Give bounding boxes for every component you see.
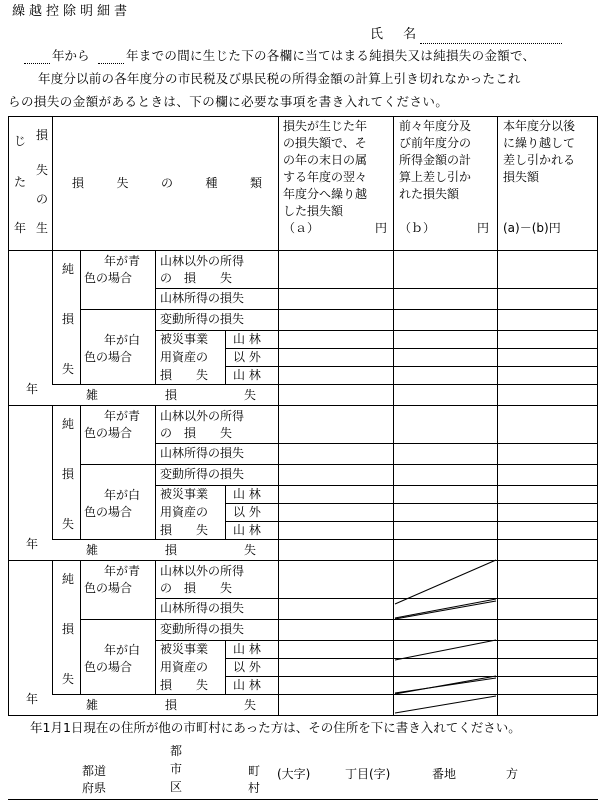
blue-case: 年が青 色の場合 [84, 564, 141, 595]
header-col-c: 本年度分以後 に繰り越して 差し引かれる 損失額 (a)－(b)円 [503, 119, 576, 235]
forest-income: 山林所得の損失 [160, 291, 245, 305]
disaster-sub-1: 山 林 [233, 332, 261, 346]
disaster-2: 用資産の [160, 660, 209, 674]
slash-mark [395, 640, 496, 660]
slash-mark [395, 601, 496, 619]
son-char: 損 [62, 622, 75, 636]
disaster-3: 損 失 [160, 368, 209, 382]
group-year: 年 [26, 537, 39, 551]
shitsu-char: 失 [62, 362, 75, 376]
intro-line1: 年までの間に生じた下の各欄に当てはまる純損失又は純損失の金額で、 [126, 48, 536, 63]
disaster-sub-1: 山 林 [233, 642, 261, 656]
non-forest-income-2: の 損 失 [160, 271, 233, 285]
son-char: 損 [62, 467, 75, 481]
town-label: 町 村 [248, 764, 261, 795]
shitsu-char: 失 [62, 672, 75, 686]
jun-char: 純 [62, 417, 75, 431]
variable-income: 変動所得の損失 [160, 312, 245, 326]
non-forest-income-2: の 損 失 [160, 426, 233, 440]
disaster-sub-2: 以 外 [233, 660, 261, 674]
header-kind: 損 失 の 種 類 [72, 176, 262, 190]
intro-line3: らの損失の金額があるときは、下の欄に必要な事項を書き入れてください。 [8, 94, 449, 109]
aza-label: (大字) [277, 767, 311, 781]
intro-from: 年から [52, 48, 90, 63]
disaster-sub-2: 以 外 [233, 350, 261, 364]
disaster-sub-2: 以 外 [233, 505, 261, 519]
slash-mark [395, 599, 496, 618]
blue-case: 年が青 色の場合 [84, 254, 141, 285]
disaster-1: 被災事業 [160, 642, 209, 656]
form-title: 繰越控除明細書 [12, 4, 132, 19]
intro-line2: 年度分以前の各年度分の市民税及び県民税の所得金額の計算上引き切れなかったこれ [38, 71, 521, 86]
son-char: 損 [62, 312, 75, 326]
misc-loss: 雑 損 失 [86, 388, 256, 402]
shitsu-char: 失 [62, 517, 75, 531]
disaster-sub-3: 山 林 [233, 678, 261, 692]
jun-char: 純 [62, 572, 75, 586]
blue-case: 年が青 色の場合 [84, 409, 141, 440]
disaster-2: 用資産の [160, 505, 209, 519]
disaster-3: 損 失 [160, 523, 209, 537]
disaster-sub-3: 山 林 [233, 368, 261, 382]
forest-income: 山林所得の損失 [160, 601, 245, 615]
header-col-b: 前々年度分及 び前年度分の 所得金額の計 算上差し引か れた損失額 （ｂ） 円 [399, 119, 489, 235]
variable-income: 変動所得の損失 [160, 622, 245, 636]
disaster-3: 損 失 [160, 678, 209, 692]
address-note: 年1月1日現在の住所が他の市町村にあった方は、その住所を下に書き入れてください。 [30, 720, 521, 735]
banchi-label: 番地 [432, 767, 457, 781]
disaster-sub-1: 山 林 [233, 487, 261, 501]
white-case: 年が白 色の場合 [84, 333, 141, 364]
slash-mark [395, 696, 496, 713]
chome-label: 丁目(字) [345, 767, 391, 781]
non-forest-income-1: 山林以外の所得 [160, 409, 245, 423]
disaster-sub-3: 山 林 [233, 523, 261, 537]
pref-label: 都道 府県 [82, 764, 107, 795]
disaster-2: 用資産の [160, 350, 209, 364]
misc-loss: 雑 損 失 [86, 698, 256, 712]
forest-income: 山林所得の損失 [160, 446, 245, 460]
white-case: 年が白 色の場合 [84, 488, 141, 519]
group-year: 年 [26, 692, 39, 706]
city-label: 都 市 区 [170, 744, 183, 794]
group-year: 年 [26, 382, 39, 396]
disaster-1: 被災事業 [160, 487, 209, 501]
slash-mark [395, 678, 496, 693]
kata-label: 方 [506, 767, 519, 781]
misc-loss: 雑 損 失 [86, 543, 256, 557]
name-label: 氏 名 [370, 27, 425, 42]
white-case: 年が白 色の場合 [84, 643, 141, 674]
non-forest-income-2: の 損 失 [160, 581, 233, 595]
slash-mark [395, 560, 496, 604]
disaster-1: 被災事業 [160, 332, 209, 346]
jun-char: 純 [62, 262, 75, 276]
non-forest-income-1: 山林以外の所得 [160, 564, 245, 578]
header-col-a: 損失が生じた年 の損失額で、そ の年の末日の属 する年度の翌々 年度分へ繰り越 した損失額 （ａ） 円 [283, 119, 387, 235]
variable-income: 変動所得の損失 [160, 467, 245, 481]
non-forest-income-1: 山林以外の所得 [160, 254, 245, 268]
